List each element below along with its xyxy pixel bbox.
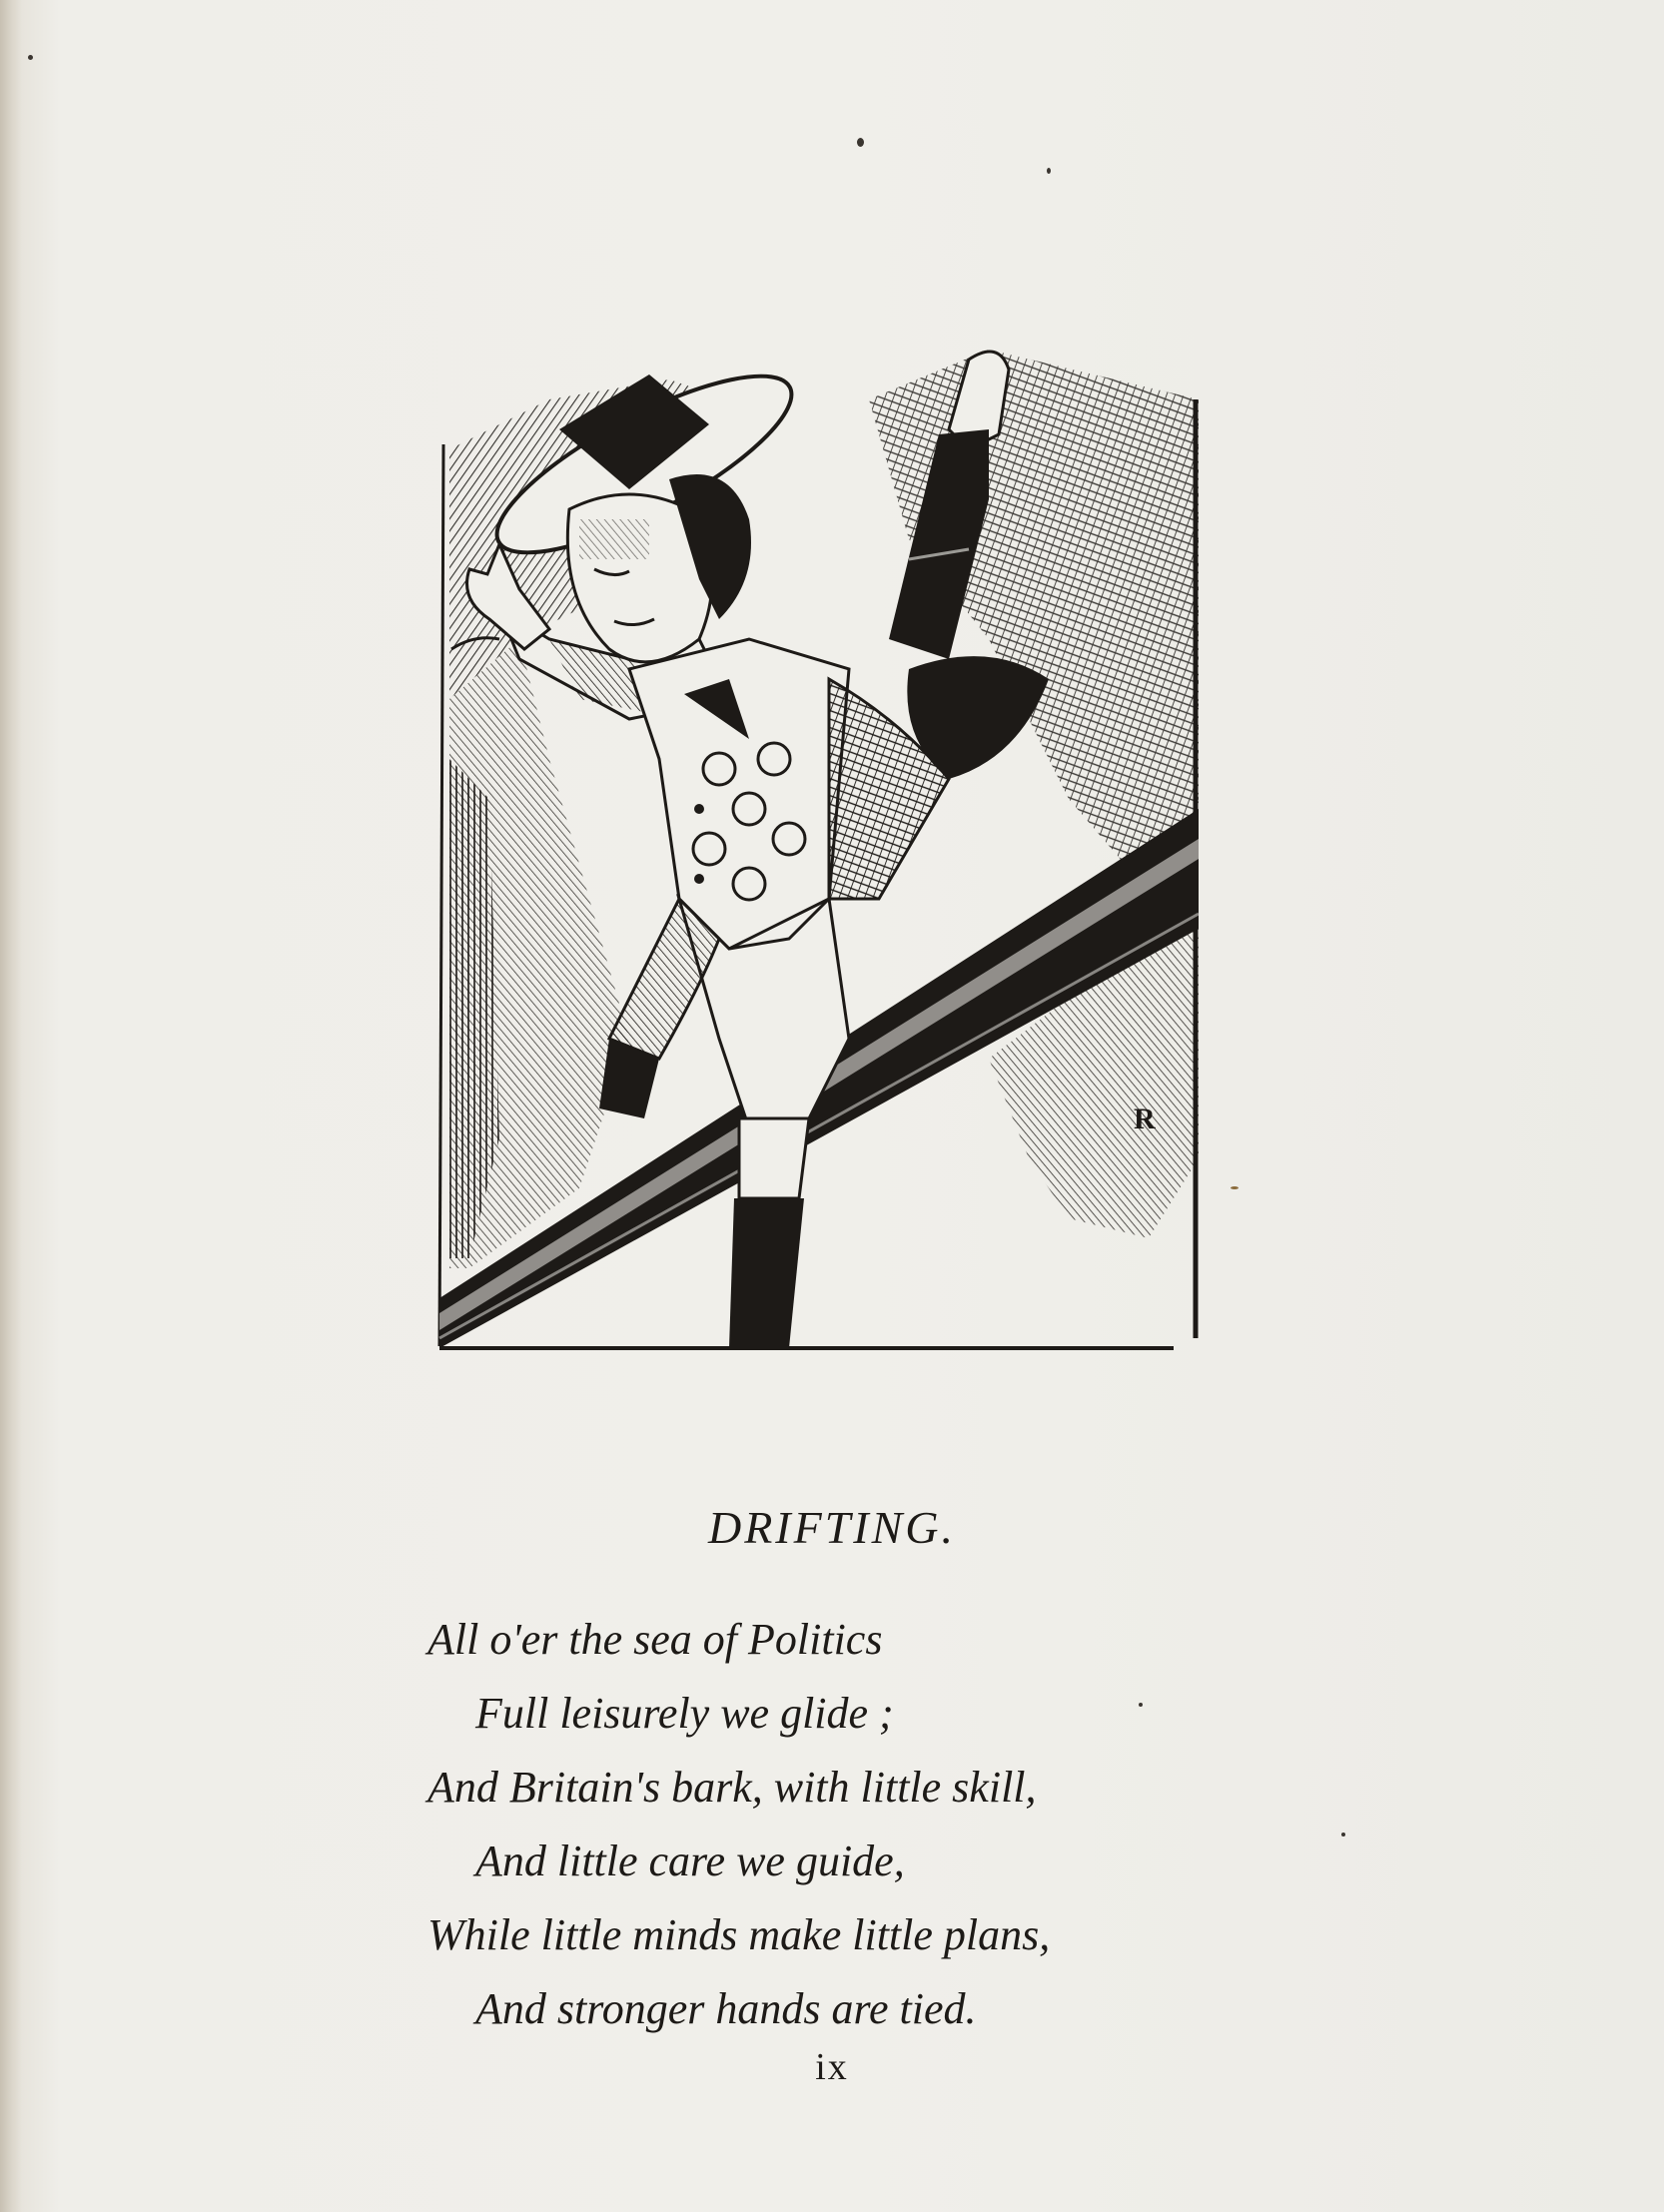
poem-line: And stronger hands are tied.	[475, 1984, 977, 2033]
cartoon-illustration	[429, 340, 1204, 1358]
paper-speck	[1231, 1186, 1239, 1189]
paper-speck	[1341, 1833, 1345, 1837]
poem-line: All o'er the sea of Politics	[427, 1615, 883, 1664]
head	[567, 474, 751, 662]
paper-speck	[857, 138, 864, 147]
binding-gutter	[0, 0, 22, 2212]
frame-left	[439, 444, 443, 1346]
poem-line: And Britain's bark, with little skill,	[427, 1763, 1037, 1812]
poem-title: DRIFTING.	[707, 1502, 957, 1553]
page-number: ix	[815, 2046, 849, 2088]
poem-line: And little care we guide,	[475, 1837, 905, 1885]
poem-line: Full leisurely we glide ;	[475, 1689, 894, 1738]
artist-signature: R	[1134, 1103, 1156, 1135]
poem-line: While little minds make little plans,	[427, 1910, 1051, 1959]
paper-speck	[1047, 168, 1051, 174]
waistcoat-body	[629, 639, 1049, 949]
poem-body	[427, 1603, 1227, 2046]
paper-speck	[28, 55, 33, 60]
